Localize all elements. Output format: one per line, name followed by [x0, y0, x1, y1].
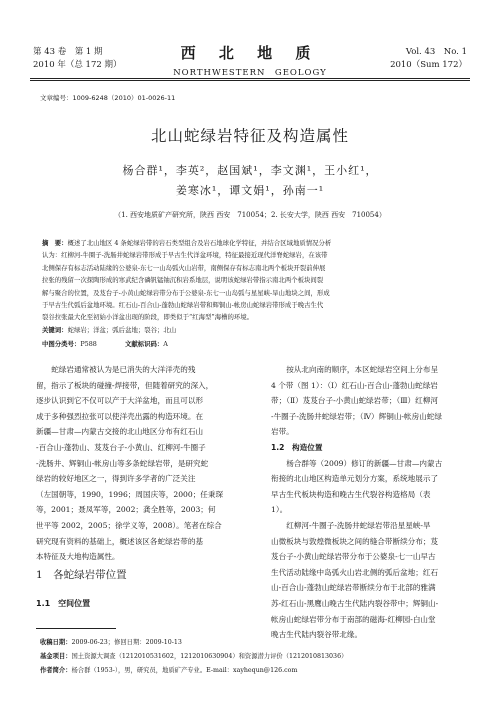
abstract-line: 北侧保存有标志活动陆缘的公婆泉-东七一山岛弧火山岩带，南侧保存有标志南北两个板块开裂前伸展 — [42, 263, 326, 272]
header-rule-top — [30, 78, 470, 79]
clc-value: P588 — [80, 340, 97, 348]
section-1-1-heading: 1.1 空间位置 — [36, 599, 91, 608]
abstract — [42, 237, 460, 324]
body-line: 红柳河-牛圈子-洗肠井蛇绿岩带沿星星峡-旱 — [286, 520, 431, 530]
authors-line-2: 姜寒冰¹，谭文娟¹，孙南一¹ — [175, 184, 325, 197]
date-cn: 2010 年（总 172 期） — [33, 60, 122, 70]
body-line: 山-百合山-蓬勃山蛇绿岩带断续分布于北部的雅满 — [271, 583, 436, 593]
author-bio-label: 作者简介： — [40, 667, 72, 674]
body-line: 晚古生代陆内裂谷带北缘。 — [271, 630, 363, 640]
body-line: 芨台子-小黄山蛇绿岩带分布于公婆泉-七一山早古 — [271, 552, 436, 562]
section-1-heading: 1 各蛇绿岩带位置 — [36, 569, 127, 581]
fund-text: 国土资源大调查（1212010531602，1212010630904）和资源潜力评价（1212010813036） — [71, 653, 348, 660]
header-rule-bottom — [30, 80, 470, 81]
header-right — [390, 46, 467, 72]
body-line: 山微板块与敦煌微板块之间的缝合带断续分布；芨 — [271, 536, 439, 546]
received-dates: 2009-06-23；修回日期：2009-10-13 — [71, 639, 182, 646]
right-column-body — [271, 362, 468, 643]
body-line: 绿岩的较好地区之一，得到许多学者的广泛关注 — [36, 474, 196, 484]
volume-issue-cn: 第 43 卷 第 1 期 — [33, 47, 103, 57]
body-line: 4 个带（图 1）：（Ⅰ）红石山-百合山-蓬勃山蛇绿岩 — [271, 380, 438, 390]
body-line: 蛇绿岩通常被认为是已消失的大洋洋壳的残 — [51, 365, 196, 374]
keywords — [42, 325, 176, 334]
clc-label: 中图分类号： — [42, 340, 81, 348]
article-number: 文章编号：1009-6248（2010）01-0026-11 — [40, 94, 176, 102]
authors-line-1: 杨合群¹，李英²，赵国斌¹，李文渊¹，王小红¹， — [122, 164, 378, 177]
keywords-label: 关键词： — [42, 326, 68, 334]
date-en: 2010（Sum 172） — [390, 60, 467, 70]
body-line: 杨合群等（2009）修订的新疆—甘肃—内蒙古 — [286, 458, 443, 468]
body-line: 苏-红石山-黑鹰山晚古生代陆内裂谷带中；辉铜山- — [271, 598, 439, 608]
footnote-rule — [36, 628, 116, 629]
affiliation: （1. 西安地质矿产研究所，陕西 西安 710054；2. 长安大学，陕西 西安 710054） — [114, 211, 386, 219]
body-line: 早古生代板块构造和晚古生代裂谷构造格局（表 — [271, 489, 431, 499]
body-line: 世平等 2002，2005；徐学义等，2008）。笔者在综合 — [36, 520, 222, 530]
doc-code-label: 文献标识码： — [124, 340, 164, 348]
body-line: 生代活动陆缘中岛弧火山岩北侧的弧后盆地；红石 — [271, 567, 439, 577]
section-1-2-heading: 1.2 构造位置 — [271, 442, 323, 452]
classification — [42, 339, 168, 348]
abstract-label: 摘 要： — [42, 239, 68, 247]
body-line: 成于多种强烈拉张可以使洋壳出露的构造环境。在 — [36, 411, 204, 421]
keywords-text: 蛇绿岩；洋盆；弧后盆地；裂谷；北山 — [67, 326, 177, 334]
journal-title-en: NORTHWESTERN GEOLOGY — [173, 68, 327, 78]
body-line: 按从北向南的顺序，本区蛇绿岩空间上分布呈 — [286, 365, 439, 374]
body-line: 等，2001；聂凤军等，2002；龚全胜等，2003；何 — [36, 505, 216, 515]
abstract-line: 解与聚合的位置，及芨台子-小黄山蛇绿岩带分布于公婆泉-东七一山岛弧与星星峡-旱山地块之间，形成 — [42, 288, 330, 297]
abstract-line: 拉张的残留一次探陶形成的寒武纪含磷钒锰铀沉积岩系地层，说明该蛇绿岩带指示南北两个板块间裂 — [42, 276, 324, 285]
body-line: 岩带。 — [271, 427, 294, 437]
volume-issue-en: Vol. 43 No. 1 — [405, 47, 467, 57]
body-line: 留，指示了板块的碰撞-焊接带，但随着研究的深入， — [36, 380, 214, 390]
left-column-body — [36, 362, 243, 565]
paper-title: 北山蛇绿岩特征及构造属性 — [150, 127, 349, 145]
body-line: 帐房山蛇绿岩带分布于南部的磁海-红柳园-白山堂 — [271, 614, 436, 624]
abstract-line: 认为：红柳河-牛圈子-洗肠井蛇绿岩带形成于早古生代洋盆环境，特征最接近现代洋脊蛇绿岩，在该带 — [42, 251, 328, 260]
fund-label: 基金项目： — [40, 653, 72, 660]
abstract-line: 裂谷拉张最大化至初始小洋盆出现的阶段，即类似于“红海型”海槽的环境。 — [42, 313, 254, 322]
body-line: 1）。 — [271, 505, 288, 515]
body-line: 研究现有资料的基础上，概述该区各蛇绿岩带的基 — [36, 536, 204, 546]
abstract-line: 于早古生代弧后盆地环境。红石山-百合山-蓬勃山蛇绿岩带和辉铜山-帐房山蛇绿岩带形成于晚古生代 — [42, 301, 324, 310]
footnote — [40, 636, 470, 678]
body-line: -百合山-蓬勃山、芨芨台子-小黄山、红柳河-牛圈子 — [36, 442, 206, 452]
journal-title-cn: 西 北 地 质 — [180, 44, 320, 62]
author-bio-text: 杨合群（1953-），男，研究员，地质矿产专业。E-mail：xayhequn@126.com — [71, 667, 298, 674]
body-line: -牛圈子-洗肠井蛇绿岩带；（Ⅳ）辉铜山-帐房山蛇绿 — [271, 411, 442, 421]
body-line: 衔接的北山地区构造单元划分方案，系统地展示了 — [271, 474, 439, 484]
body-line: 本特征及大地构造属性。 — [36, 552, 120, 562]
abstract-line: 概述了北山地区 4 条蛇绿岩带的岩石类型组合及岩石地球化学特征，并结合区域地质情况分析 — [67, 239, 332, 247]
body-line: -洗肠井、辉铜山-帐房山等多条蛇绿岩带，是研究蛇 — [36, 458, 209, 468]
received-label: 收稿日期： — [40, 639, 72, 646]
doc-code-value: A — [163, 340, 168, 348]
body-line: 逐步认识到它不仅可以产于大洋盆地，而且可以形 — [36, 396, 204, 406]
body-line: 带；（Ⅱ）芨芨台子-小黄山蛇绿岩带；（Ⅲ）红柳河 — [271, 396, 438, 406]
body-line: （左国朝等，1990，1996；周国庆等，2000；任秉琛 — [36, 489, 224, 499]
body-line: 新疆—甘肃—内蒙古交接的北山地区分布有红石山 — [36, 427, 204, 437]
